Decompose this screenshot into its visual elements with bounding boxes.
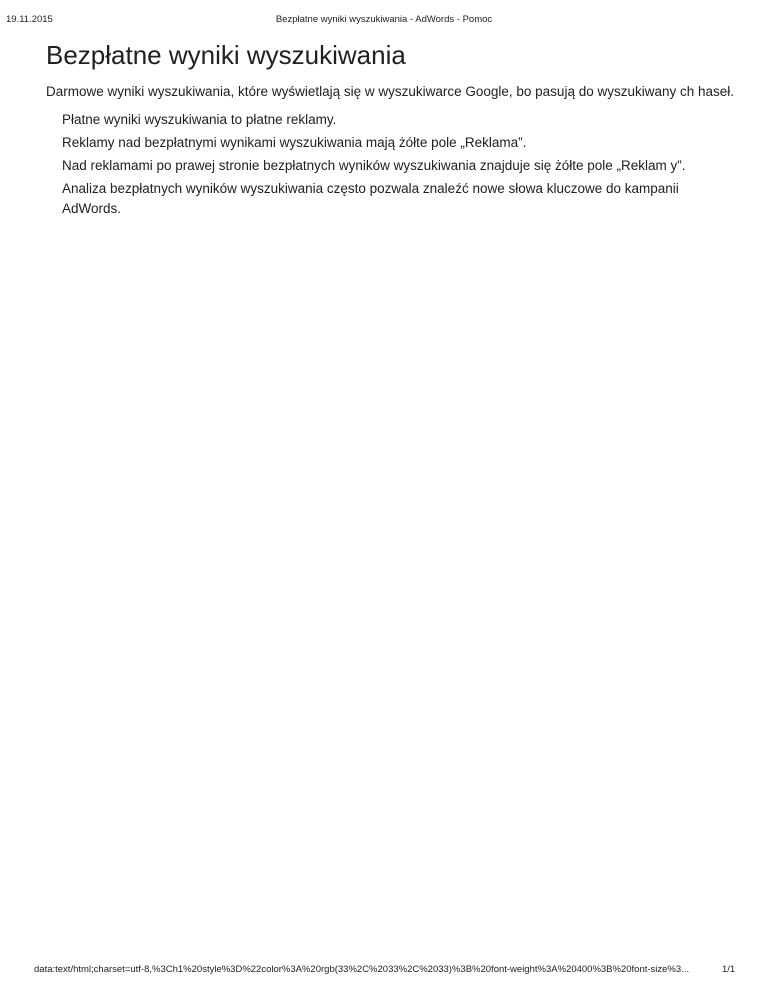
print-page-title: Bezpłatne wyniki wyszukiwania - AdWords - Pomoc <box>275 14 493 25</box>
article <box>46 38 736 222</box>
list-item: Nad reklamami po prawej stronie bezpłatnych wyników wyszukiwania znajduje się żółte pole „Reklam y”. <box>62 158 686 173</box>
list-item: Reklamy nad bezpłatnymi wynikami wyszukiwania mają żółte pole „Reklama”. <box>62 135 527 150</box>
article-heading: Bezpłatne wyniki wyszukiwania <box>46 40 406 70</box>
print-page-number: 1/1 <box>722 964 736 975</box>
print-date: 19.11.2015 <box>6 14 53 25</box>
print-source-url: data:text/html;charset=utf-8,%3Ch1%20style%3D%22color%3A%20rgb(33%2C%2033%2C%2033)%3B%20font-weight%3A%20400%3B%20font-size%3... <box>34 964 690 975</box>
print-header <box>0 14 768 28</box>
article-points-list <box>62 110 738 219</box>
print-footer <box>0 964 768 978</box>
list-item: Analiza bezpłatnych wyników wyszukiwania często pozwala znaleźć nowe słowa kluczowe do kampanii AdWords. <box>62 181 679 216</box>
list-item: Płatne wyniki wyszukiwania to płatne reklamy. <box>62 112 337 127</box>
article-intro: Darmowe wyniki wyszukiwania, które wyświetlają się w wyszukiwarce Google, bo pasują do wyszukiwany ch haseł. <box>46 84 735 99</box>
